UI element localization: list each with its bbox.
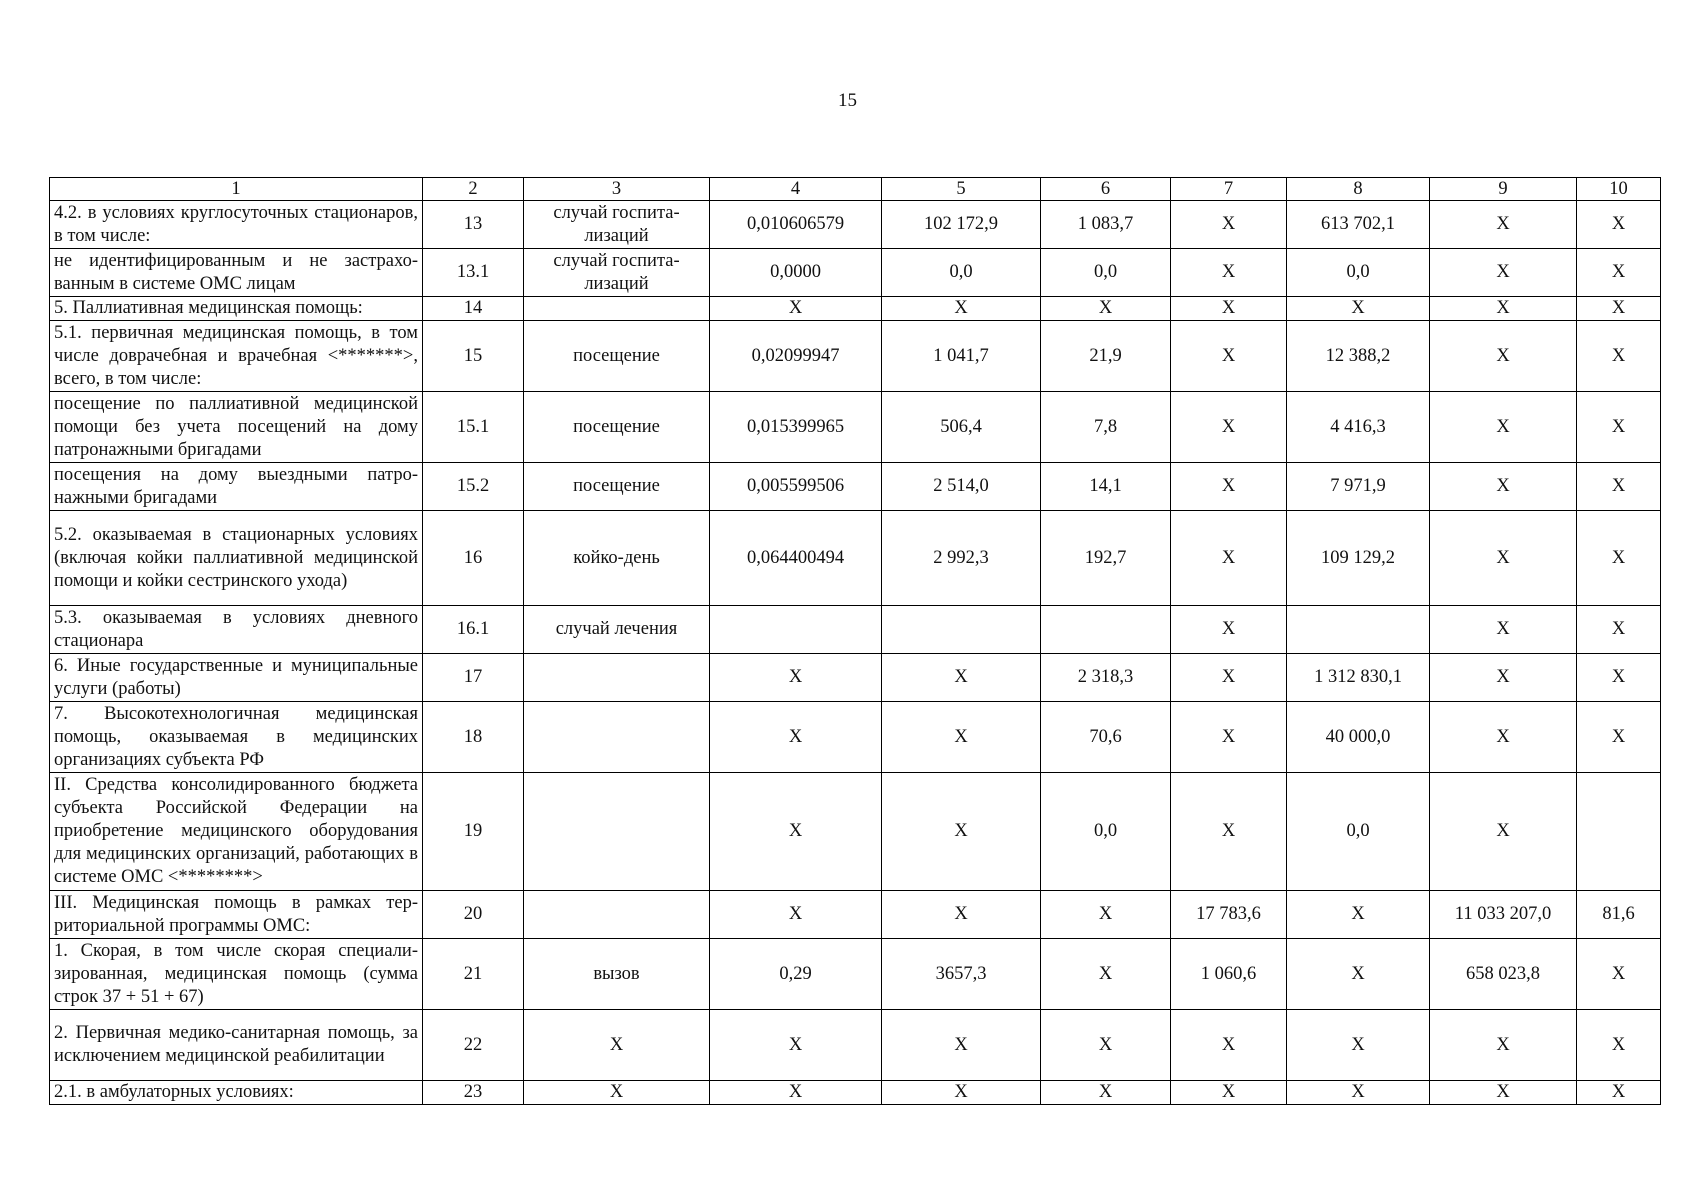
- table-cell: X: [1430, 1010, 1577, 1081]
- table-cell: 15: [423, 321, 524, 392]
- table-cell: 0,0000: [710, 249, 882, 297]
- header-cell: 4: [710, 178, 882, 201]
- data-table: [49, 177, 1661, 1105]
- row-label-cell: 7. Высокотехнологичная медицинская помощь, оказываемая в медицинских организациях субъекта РФ: [50, 702, 423, 773]
- table-cell: 17 783,6: [1171, 891, 1287, 939]
- table-cell: X: [1171, 463, 1287, 511]
- table-cell: [1287, 606, 1430, 654]
- table-cell: X: [1577, 297, 1661, 321]
- table-cell: случай госпита-лизаций: [524, 249, 710, 297]
- table-cell: X: [1171, 654, 1287, 702]
- table-row: [50, 702, 1661, 773]
- table-cell: X: [1577, 249, 1661, 297]
- table-cell: X: [882, 773, 1041, 891]
- table-cell: 0,015399965: [710, 392, 882, 463]
- table-cell: X: [1287, 1081, 1430, 1105]
- table-cell: X: [882, 297, 1041, 321]
- row-label-cell: 5. Паллиативная медицинская помощь:: [50, 297, 423, 321]
- table-cell: 70,6: [1041, 702, 1171, 773]
- table-cell: 40 000,0: [1287, 702, 1430, 773]
- table-row: [50, 249, 1661, 297]
- table-cell: X: [1430, 654, 1577, 702]
- table-cell: 1 060,6: [1171, 939, 1287, 1010]
- table-cell: 20: [423, 891, 524, 939]
- table-cell: 21,9: [1041, 321, 1171, 392]
- table-cell: 658 023,8: [1430, 939, 1577, 1010]
- table-cell: X: [1577, 702, 1661, 773]
- table-cell: X: [710, 891, 882, 939]
- table-cell: X: [882, 1081, 1041, 1105]
- table-cell: X: [1041, 891, 1171, 939]
- table-cell: X: [1577, 201, 1661, 249]
- table-cell: X: [882, 891, 1041, 939]
- table-cell: [524, 891, 710, 939]
- table-cell: X: [1577, 463, 1661, 511]
- table-row: [50, 201, 1661, 249]
- table-cell: X: [1287, 939, 1430, 1010]
- table-cell: X: [882, 654, 1041, 702]
- table-cell: X: [882, 702, 1041, 773]
- table-cell: 1 041,7: [882, 321, 1041, 392]
- table-cell: X: [1577, 321, 1661, 392]
- table-cell: [524, 654, 710, 702]
- table-cell: 15.2: [423, 463, 524, 511]
- row-label-cell: 5.1. первичная медицинская помощь, в том числе доврачебная и врачебная <*******>, всего, в том числе:: [50, 321, 423, 392]
- table-cell: 0,29: [710, 939, 882, 1010]
- header-cell: 3: [524, 178, 710, 201]
- table-cell: X: [524, 1010, 710, 1081]
- table-cell: 19: [423, 773, 524, 891]
- row-label-cell: не идентифицированным и не застрахованным в системе ОМС лицам: [50, 249, 423, 297]
- row-label-cell: посещение по паллиативной медицинской помощи без учета посещений на дому патронажными бригадами: [50, 392, 423, 463]
- table-cell: 1 312 830,1: [1287, 654, 1430, 702]
- row-label-cell: 5.3. оказываемая в условиях дневного стационара: [50, 606, 423, 654]
- header-cell: 5: [882, 178, 1041, 201]
- table-cell: X: [1041, 1081, 1171, 1105]
- table-cell: 13: [423, 201, 524, 249]
- row-label-cell: посещения на дому выездными патронажными бригадами: [50, 463, 423, 511]
- table-cell: посещение: [524, 463, 710, 511]
- row-label-cell: 1. Скорая, в том числе скорая специализированная, медицинская помощь (сумма строк 37 + 51 + 67): [50, 939, 423, 1010]
- table-cell: X: [1171, 606, 1287, 654]
- table-cell: X: [1041, 297, 1171, 321]
- table-cell: X: [1430, 297, 1577, 321]
- table-cell: X: [1430, 1081, 1577, 1105]
- table-cell: случай госпита-лизаций: [524, 201, 710, 249]
- table-row: [50, 1081, 1661, 1105]
- table-cell: 13.1: [423, 249, 524, 297]
- table-cell: 14: [423, 297, 524, 321]
- table-cell: 613 702,1: [1287, 201, 1430, 249]
- table-cell: X: [1430, 321, 1577, 392]
- table-cell: X: [1171, 297, 1287, 321]
- table-cell: 1 083,7: [1041, 201, 1171, 249]
- table-cell: 192,7: [1041, 511, 1171, 606]
- table-cell: X: [1430, 392, 1577, 463]
- table-cell: X: [1430, 511, 1577, 606]
- table-cell: случай лечения: [524, 606, 710, 654]
- table-row: [50, 891, 1661, 939]
- table-cell: X: [1577, 1010, 1661, 1081]
- table-cell: 17: [423, 654, 524, 702]
- table-cell: X: [1171, 201, 1287, 249]
- table-row: [50, 511, 1661, 606]
- table-row: [50, 392, 1661, 463]
- table-cell: X: [1430, 702, 1577, 773]
- table-cell: 7 971,9: [1287, 463, 1430, 511]
- row-label-cell: 6. Иные государственные и муниципальные услуги (работы): [50, 654, 423, 702]
- header-cell: 1: [50, 178, 423, 201]
- table-cell: X: [1171, 249, 1287, 297]
- row-label-cell: 4.2. в условиях круглосуточных стационаров, в том числе:: [50, 201, 423, 249]
- row-label-cell: 5.2. оказываемая в стационарных условиях (включая койки паллиативной медицинской помощи и койки сестринского ухода): [50, 511, 423, 606]
- header-cell: 6: [1041, 178, 1171, 201]
- table-cell: X: [1577, 939, 1661, 1010]
- table-cell: X: [882, 1010, 1041, 1081]
- table-row: [50, 939, 1661, 1010]
- table-cell: X: [1171, 1081, 1287, 1105]
- table-cell: 16.1: [423, 606, 524, 654]
- table-cell: X: [1577, 1081, 1661, 1105]
- table-cell: 0,0: [1287, 249, 1430, 297]
- table-cell: X: [1430, 773, 1577, 891]
- table-cell: 2 992,3: [882, 511, 1041, 606]
- table-cell: 506,4: [882, 392, 1041, 463]
- table-row: [50, 297, 1661, 321]
- page-number: 15: [838, 90, 857, 111]
- table-cell: 2 514,0: [882, 463, 1041, 511]
- header-cell: 9: [1430, 178, 1577, 201]
- table-cell: X: [1577, 606, 1661, 654]
- table-cell: вызов: [524, 939, 710, 1010]
- row-label-cell: 2.1. в амбулаторных условиях:: [50, 1081, 423, 1105]
- table-row: [50, 321, 1661, 392]
- table-cell: [524, 773, 710, 891]
- header-row: [50, 178, 1661, 201]
- table-cell: 22: [423, 1010, 524, 1081]
- table-cell: X: [1430, 249, 1577, 297]
- table-cell: X: [1171, 702, 1287, 773]
- table-cell: 109 129,2: [1287, 511, 1430, 606]
- table-cell: 0,0: [882, 249, 1041, 297]
- table-cell: [524, 702, 710, 773]
- table-cell: 14,1: [1041, 463, 1171, 511]
- row-label-cell: II. Средства консолидированного бюджета субъекта Российской Федерации на приобретение медицинского оборудования для медицинских организаций, работающих в системе ОМС <********>: [50, 773, 423, 891]
- table-cell: X: [1041, 1010, 1171, 1081]
- table-cell: X: [1430, 606, 1577, 654]
- table-cell: X: [710, 654, 882, 702]
- table-cell: X: [1171, 511, 1287, 606]
- table-cell: [1577, 773, 1661, 891]
- table-cell: 0,0: [1041, 773, 1171, 891]
- table-row: [50, 654, 1661, 702]
- table-row: [50, 606, 1661, 654]
- table-cell: 81,6: [1577, 891, 1661, 939]
- table-cell: X: [1577, 392, 1661, 463]
- table-cell: X: [710, 773, 882, 891]
- row-label-cell: 2. Первичная медико-санитарная помощь, за исключением медицинской реабилитации: [50, 1010, 423, 1081]
- table-cell: X: [1171, 1010, 1287, 1081]
- table-cell: 0,064400494: [710, 511, 882, 606]
- table-cell: X: [1171, 392, 1287, 463]
- header-cell: 2: [423, 178, 524, 201]
- table-cell: [710, 606, 882, 654]
- table-cell: X: [710, 1010, 882, 1081]
- table-cell: 7,8: [1041, 392, 1171, 463]
- table-cell: посещение: [524, 321, 710, 392]
- table-cell: X: [1287, 891, 1430, 939]
- table-cell: X: [1171, 773, 1287, 891]
- header-cell: 8: [1287, 178, 1430, 201]
- table-cell: 0,010606579: [710, 201, 882, 249]
- table-cell: 15.1: [423, 392, 524, 463]
- table-cell: X: [710, 1081, 882, 1105]
- table-cell: 2 318,3: [1041, 654, 1171, 702]
- table-cell: X: [1577, 654, 1661, 702]
- table-cell: 0,02099947: [710, 321, 882, 392]
- table-cell: 23: [423, 1081, 524, 1105]
- table-cell: 12 388,2: [1287, 321, 1430, 392]
- table-cell: 18: [423, 702, 524, 773]
- table-row: [50, 463, 1661, 511]
- table-row: [50, 1010, 1661, 1081]
- table-cell: 3657,3: [882, 939, 1041, 1010]
- table-cell: [882, 606, 1041, 654]
- table-row: [50, 773, 1661, 891]
- table-cell: 0,005599506: [710, 463, 882, 511]
- table-cell: [1041, 606, 1171, 654]
- table-cell: 0,0: [1287, 773, 1430, 891]
- table-cell: 102 172,9: [882, 201, 1041, 249]
- table-cell: X: [1171, 321, 1287, 392]
- table-cell: 0,0: [1041, 249, 1171, 297]
- table-cell: X: [710, 702, 882, 773]
- header-cell: 10: [1577, 178, 1661, 201]
- table-cell: койко-день: [524, 511, 710, 606]
- table-cell: 11 033 207,0: [1430, 891, 1577, 939]
- table-cell: 4 416,3: [1287, 392, 1430, 463]
- row-label-cell: III. Медицинская помощь в рамках территориальной программы ОМС:: [50, 891, 423, 939]
- table-cell: посещение: [524, 392, 710, 463]
- table-cell: X: [1287, 297, 1430, 321]
- table-cell: 16: [423, 511, 524, 606]
- table-cell: X: [710, 297, 882, 321]
- table-cell: X: [1430, 201, 1577, 249]
- table-cell: X: [1041, 939, 1171, 1010]
- table-cell: [524, 297, 710, 321]
- table-cell: X: [1287, 1010, 1430, 1081]
- table-cell: X: [524, 1081, 710, 1105]
- table-cell: X: [1430, 463, 1577, 511]
- table-cell: 21: [423, 939, 524, 1010]
- table-cell: X: [1577, 511, 1661, 606]
- header-cell: 7: [1171, 178, 1287, 201]
